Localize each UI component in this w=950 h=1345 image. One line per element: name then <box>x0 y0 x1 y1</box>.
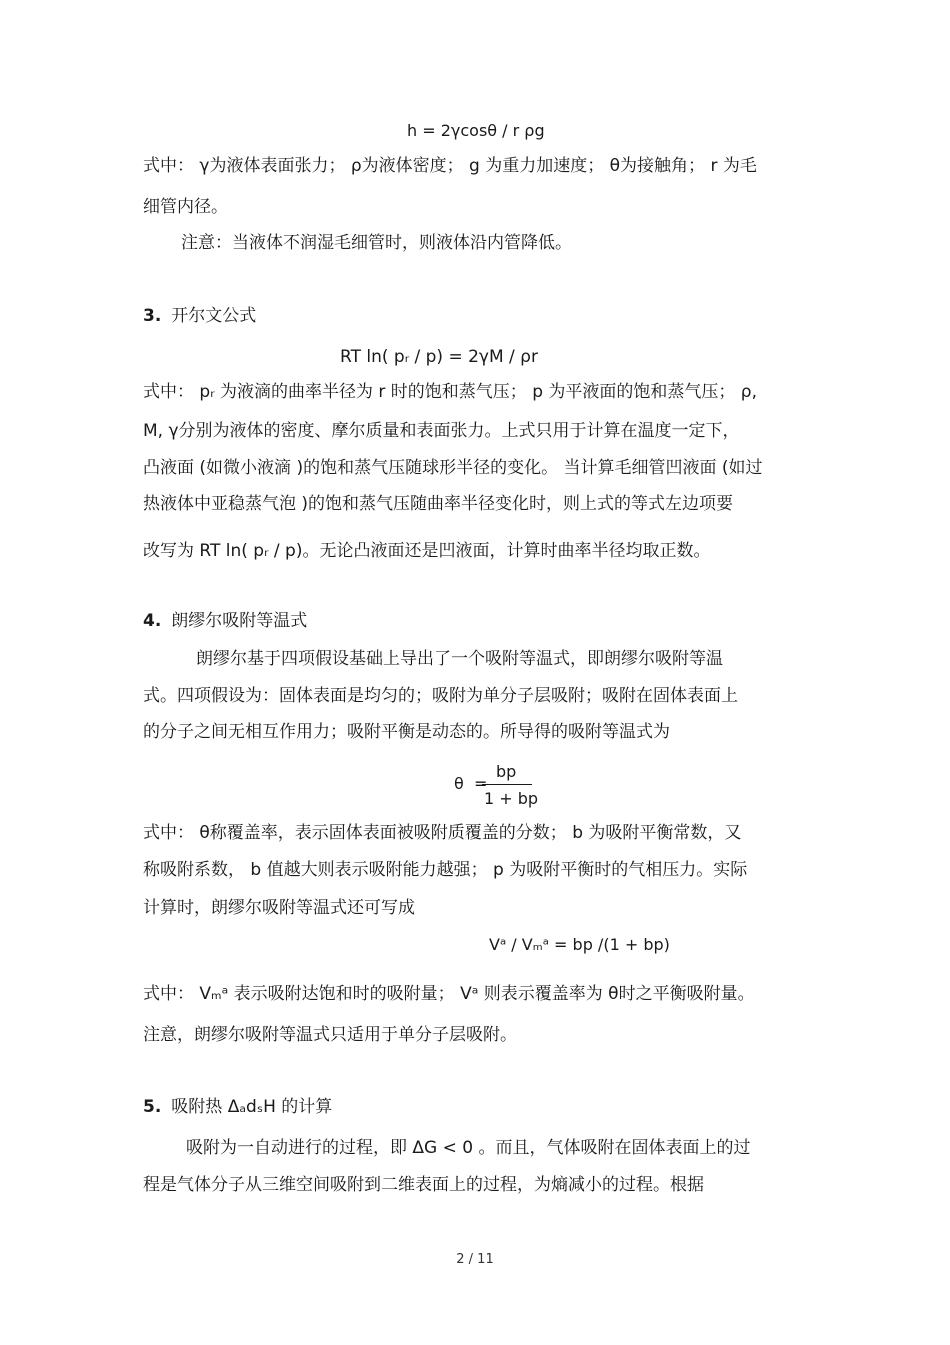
section-title: 朗缪尔吸附等温式 <box>171 611 308 631</box>
text-line: 式中： pᵣ 为液滴的曲率半径为 r 时的饱和蒸气压； p 为平液面的饱和蒸气压； ρ, <box>143 382 757 402</box>
langmuir-fraction <box>454 762 544 812</box>
section-number: 4. <box>143 611 162 631</box>
text-line: 式中： γ为液体表面张力； ρ为液体密度； g 为重力加速度； θ为接触角； r 为毛 <box>143 156 757 176</box>
text-line: 热液体中亚稳蒸气泡 )的饱和蒸气压随曲率半径变化时，则上式的等式左边项要 <box>143 494 734 514</box>
section-heading-5 <box>143 1096 332 1118</box>
fraction-numerator: bp <box>496 762 517 781</box>
text-line: 注意，朗缪尔吸附等温式只适用于单分子层吸附。 <box>143 1025 517 1045</box>
capillary-formula: h = 2γcosθ / r ρg <box>407 121 545 140</box>
text-line: 式。四项假设为：固体表面是均匀的；吸附为单分子层吸附；吸附在固体表面上 <box>143 686 738 706</box>
text-line: 程是气体分子从三维空间吸附到二维表面上的过程，为熵减小的过程。根据 <box>143 1175 704 1195</box>
fraction-denominator: 1 + bp <box>484 789 539 808</box>
page-number: 2 / 11 <box>456 1252 494 1267</box>
section-number: 3. <box>143 306 162 326</box>
langmuir-volume-formula: Vᵃ / Vₘᵃ = bp /(1 + bp) <box>489 935 670 954</box>
text-line: 朗缪尔基于四项假设基础上导出了一个吸附等温式，即朗缪尔吸附等温 <box>196 649 723 669</box>
section-number: 5. <box>143 1097 162 1117</box>
section-title: 吸附热 ΔₐdₛH 的计算 <box>171 1097 333 1117</box>
equals-sign: = <box>474 774 488 793</box>
text-line: 计算时，朗缪尔吸附等温式还可写成 <box>143 898 415 918</box>
text-line: 凸液面 (如微小液滴 )的饱和蒸气压随球形半径的变化。 当计算毛细管凹液面 (如过 <box>143 458 763 478</box>
fraction-bar <box>482 784 532 785</box>
section-title: 开尔文公式 <box>171 306 257 326</box>
text-line: 改写为 RT ln( pᵣ / p)。无论凸液面还是凹液面，计算时曲率半径均取正数。 <box>143 541 711 561</box>
text-line: 称吸附系数， b 值越大则表示吸附能力越强； p 为吸附平衡时的气相压力。实际 <box>143 860 748 880</box>
text-line: 细管内径。 <box>143 197 228 217</box>
text-line: 式中： θ称覆盖率，表示固体表面被吸附质覆盖的分数； b 为吸附平衡常数，又 <box>143 823 742 843</box>
text-line: 吸附为一自动进行的过程，即 ΔG < 0 。而且，气体吸附在固体表面上的过 <box>186 1138 751 1158</box>
theta-symbol: θ <box>454 774 464 793</box>
text-line: 式中： Vₘᵃ 表示吸附达饱和时的吸附量； Vᵃ 则表示覆盖率为 θ时之平衡吸附量。 <box>143 984 755 1004</box>
text-line: 的分子之间无相互作用力；吸附平衡是动态的。所导得的吸附等温式为 <box>143 722 670 742</box>
text-line: M, γ分别为液体的密度、摩尔质量和表面张力。上式只用于计算在温度一定下， <box>143 421 740 441</box>
note-line: 注意：当液体不润湿毛细管时，则液体沿内管降低。 <box>181 233 572 253</box>
section-heading-4 <box>143 610 307 632</box>
section-heading-3 <box>143 305 256 327</box>
kelvin-formula: RT ln( pᵣ / p) = 2γM / ρr <box>340 347 538 367</box>
